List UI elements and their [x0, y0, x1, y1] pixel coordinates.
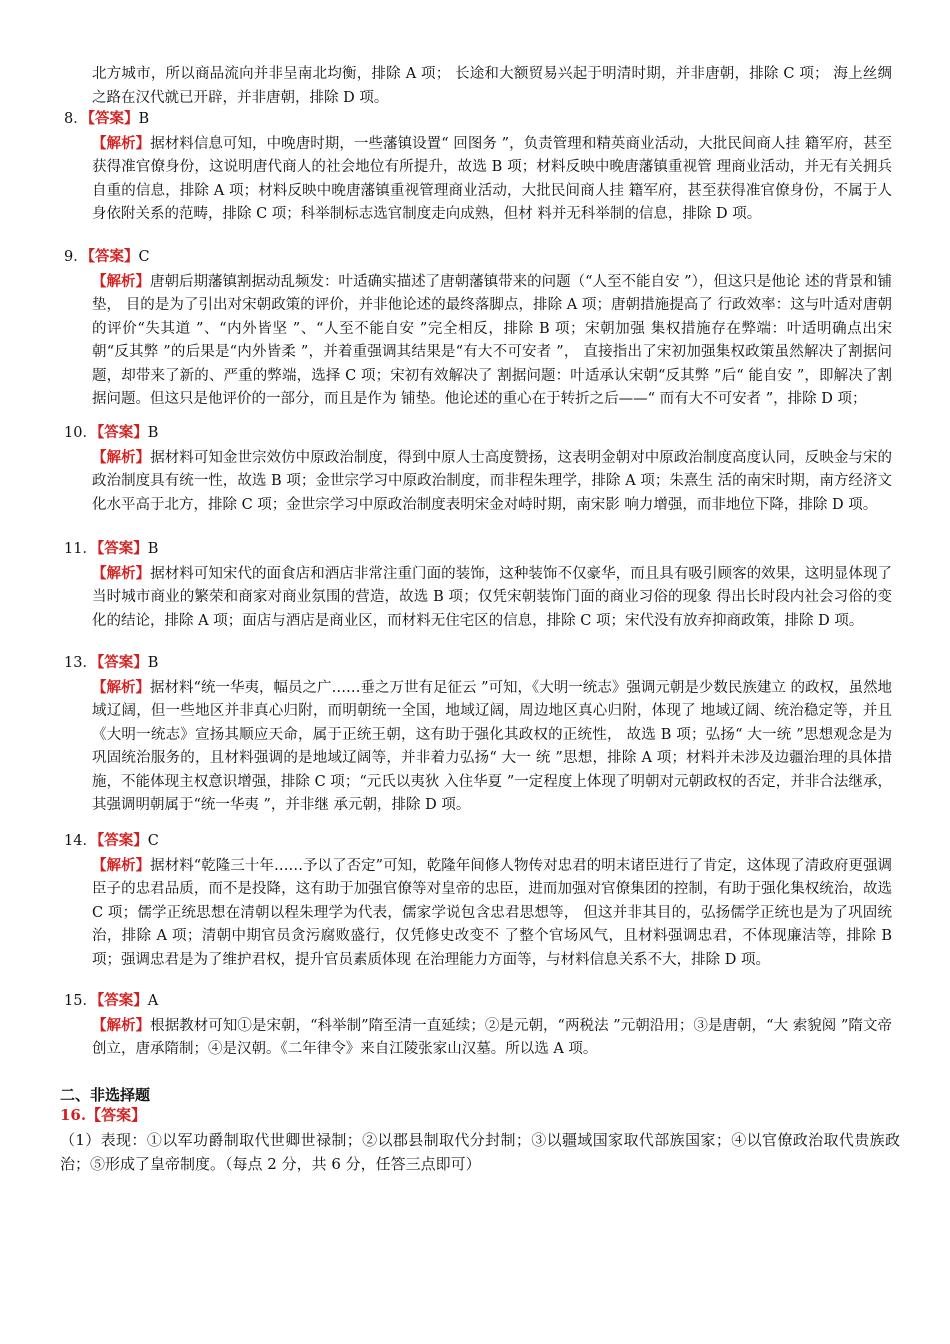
- explanation-tag: 【解析】: [92, 857, 151, 874]
- question-number: 15．: [64, 993, 97, 1009]
- q14-explanation: [92, 854, 892, 972]
- answer-tag: 【答案】: [87, 110, 139, 127]
- question-number: 9．: [64, 249, 88, 265]
- explanation-text: 据材料“乾隆三十年……予以了否定”可知，乾隆年间修人物传对忠君的明末诸臣进行了肯定，这体现了清政府更强调臣子的忠君品质，而不是投降，这有助于加强官僚等对皇帝的忠臣，进而加强对官僚集团的控制，有助于强化集权统治，故选 C 项；儒学正统思想在清朝以程朱理学为代表，儒家学说包含忠君思想等， 但这并非其目的，弘扬儒学正统也是为了巩固统治，排除 A 项；清朝中期官员贪污腐败盛行，仅凭修史改变不 了整个官场风气，且材料强调忠君，不体现廉洁等，排除 B 项；强调忠君是为了维护君权，提升官员素质体现 在治理能力方面等，与材料信息关系不大，排除 D 项。: [92, 858, 893, 968]
- q8-answer-line: [64, 108, 149, 130]
- q15-answer-line: [64, 990, 158, 1012]
- q14-answer-line: [64, 830, 159, 852]
- q13-explanation: [92, 676, 892, 817]
- q11-answer-line: [64, 538, 158, 560]
- explanation-tag: 【解析】: [92, 565, 151, 582]
- section-title: 二、非选择题: [60, 1086, 151, 1104]
- question-number: 10．: [64, 425, 97, 441]
- explanation-text: 据材料可知宋代的面食店和酒店非常注重门面的装饰，这种装饰不仅豪华，而且具有吸引顾客的效果，这明显体现了当时城市商业的繁荣和商家对商业氛围的营造，故选 B 项；仅凭宋朝装饰门面的商业习俗的现象 得出长时段内社会习俗的变化的结论，排除 A 项；面店与酒店是商业区，而材料无住宅区的信息，排除 C 项；宋代没有放弃抑商政策，排除 D 项。: [92, 566, 892, 629]
- answer-value: B: [147, 425, 159, 441]
- answer-tag: 【答案】: [96, 654, 148, 671]
- q7-explanation-continued: 北方城市，所以商品流向并非呈南北均衡，排除 A 项； 长途和大额贸易兴起于明清时期，并非唐朝，排除 C 项； 海上丝绸之路在汉代就已开辟，并非唐朝，排除 D 项。: [92, 66, 892, 106]
- question-number: 8．: [64, 111, 88, 127]
- explanation-tag: 【解析】: [92, 135, 151, 152]
- answer-tag: 【答案】: [87, 248, 139, 265]
- question-number: 11．: [64, 541, 97, 557]
- q15-explanation: [92, 1014, 892, 1062]
- explanation-tag: 【解析】: [92, 679, 151, 696]
- q10-explanation: [92, 446, 892, 517]
- explanation-text: 据材料“统一华夷，幅员之广……垂之万世有足征云 ”可知，《大明一统志》强调元朝是少数民族建立 的政权，虽然地域辽阔，但一些地区并非真心归附，而明朝统一全国，地域辽阔，周边地区真心归附，体现了 地域辽阔、统治稳定等，并且《大明一统志》宣扬其顺应天命，属于正统王朝，这有助于强化其政权的正统性， 故选 B 项；弘扬“ 大一统 ”思想观念是为巩固统治服务的，且材料强调的是地域辽阔等，并非着力弘扬“ 大一 统 ”思想，排除 A 项；材料并未涉及边疆治理的具体措施，不能体现主权意识增强，排除 C 项；“元氏以夷狄 入住华夏 ”一定程度上体现了明朝对元朝政权的否定，并非合法继承，其强调明朝属于“统一华夷 ”，并非继 承元朝，排除 D 项。: [92, 680, 892, 814]
- explanation-text: 唐朝后期藩镇割据动乱频发：叶适确实描述了唐朝藩镇带来的问题（“人至不能自安 ”），但这只是他论 述的背景和铺垫， 目的是为了引出对宋朝政策的评价，并非他论述的最终落脚点，排除 A 项；唐朝措施提高了 行政效率：这与叶适对唐朝的评价“失其道 ”、“内外皆坚 ”、“人至不能自安 ”完全相反，排除 B 项；宋朝加强 集权措施存在弊端：叶适明确点出宋朝“反其弊 ”的后果是“内外皆柔 ”，并着重强调其结果是“有大不可安者 ”， 直接指出了宋初加强集权政策虽然解决了割据问题，却带来了新的、严重的弊端，选择 C 项；宋初有效解决了 割据问题：叶适承认宋朝“反其弊 ”后“ 能自安 ”，即解决了割据问题。但这只是他评价的一部分，而且是作为 铺垫。他论述的重心在于转折之后——“ 而有大不可安者 ”，排除 D 项；: [92, 274, 892, 408]
- explanation-text: 据材料信息可知，中晚唐时期，一些藩镇设置“ 回图务 ”，负责管理和精英商业活动，大批民间商人挂 籍军府，甚至获得准官僚身份，这说明唐代商人的社会地位有所提升，故选 B 项；材料反映中晚唐藩镇重视管 理商业活动，并无有关拥兵自重的信息，排除 A 项；材料反映中晚唐藩镇重视管理商业活动，大批民间商人挂 籍军府，甚至获得准官僚身份，不属于人身依附关系的范畴，排除 C 项；科举制标志选官制度走向成熟，但材 料并无科举制的信息，排除 D 项。: [92, 136, 892, 223]
- q9-answer-line: [64, 246, 150, 268]
- answer-value: C: [147, 833, 159, 849]
- q13-answer-line: [64, 652, 158, 674]
- answer-value: B: [147, 655, 159, 671]
- q10-answer-line: [64, 422, 158, 444]
- answer-tag: 【答案】: [96, 832, 148, 849]
- q16-answer-label: 16.【答案】: [60, 1106, 147, 1124]
- answer-tag: 【答案】: [96, 540, 148, 557]
- answer-value: A: [147, 993, 159, 1009]
- q8-explanation: [92, 132, 892, 227]
- explanation-tag: 【解析】: [92, 1017, 151, 1034]
- answer-value: B: [147, 541, 159, 557]
- q9-explanation: [92, 270, 892, 411]
- answer-tag: 【答案】: [96, 992, 148, 1009]
- answer-value: C: [138, 249, 150, 265]
- question-number: 13．: [64, 655, 97, 671]
- explanation-text: 根据教材可知①是宋朝，“科举制”隋至清一直延续；②是元朝，“两税法 ”元朝沿用；③是唐朝，“大 索貌阅 ”隋文帝创立，唐承隋制；④是汉朝。《二年律令》来自江陵张家山汉墓。所以选 A 项。: [92, 1018, 892, 1058]
- explanation-tag: 【解析】: [92, 449, 151, 466]
- explanation-tag: 【解析】: [92, 273, 151, 290]
- q11-explanation: [92, 562, 892, 633]
- question-number: 14．: [64, 833, 97, 849]
- answer-tag: 【答案】: [96, 424, 148, 441]
- q16-answer-text: （1）表现：①以军功爵制取代世卿世禄制；②以郡县制取代分封制；③以疆域国家取代部族国家；④以官僚政治取代贵族政治；⑤形成了皇帝制度。（每点 2 分，共 6 分，任答三点即可）: [60, 1131, 900, 1173]
- explanation-text: 据材料可知金世宗效仿中原政治制度，得到中原人士高度赞扬，这表明金朝对中原政治制度高度认同，反映金与宋的政治制度具有统一性，故选 B 项；金世宗学习中原政治制度，而非程朱理学，排除 A 项；朱熹生 活的南宋时期，南方经济文化水平高于北方，排除 C 项；金世宗学习中原政治制度表明宋金对峙时期，南宋影 响力增强，而非地位下降，排除 D 项。: [92, 450, 892, 513]
- answer-value: B: [138, 111, 150, 127]
